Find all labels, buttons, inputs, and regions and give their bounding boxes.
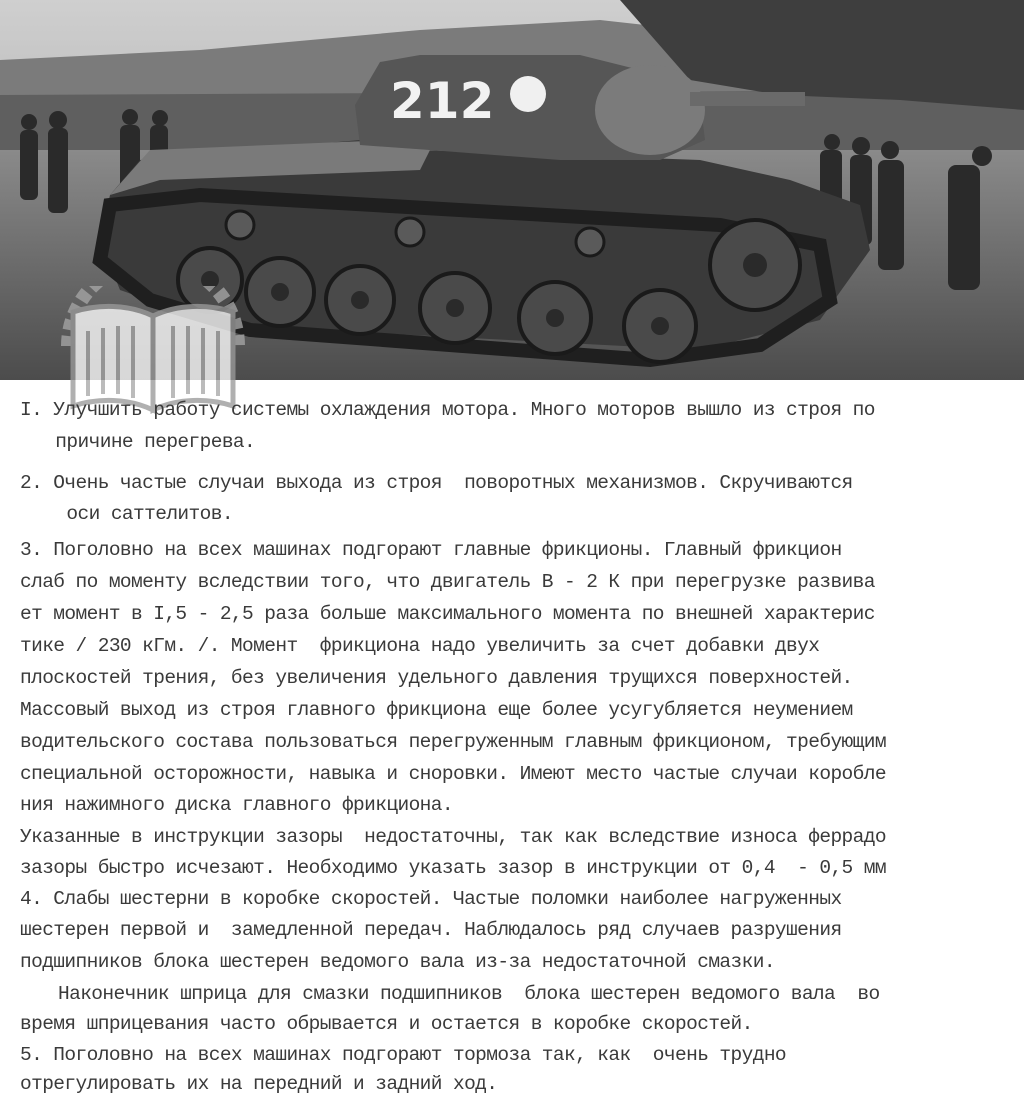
doc-line-8: тике / 230 кГм. /. Момент фрикциона надо увеличить за счет добавки двух xyxy=(20,635,820,657)
doc-line-21: 5. Поголовно на всех машинах подгорают тормоза так, как очень трудно xyxy=(20,1044,787,1066)
doc-line-1: I. Улучшить работу системы охлаждения мотора. Много моторов вышло из строя по xyxy=(20,399,875,421)
doc-line-18: подшипников блока шестерен ведомого вала из-за недостаточной смазки. xyxy=(20,951,775,973)
typewritten-document xyxy=(0,378,1024,1098)
doc-line-9: плоскостей трения, без увеличения удельного давления трущихся поверхностей. xyxy=(20,667,853,689)
tank-number: 212 xyxy=(390,72,495,130)
doc-line-17: шестерен первой и замедленной передач. Наблюдалось ряд случаев разрушения xyxy=(20,919,842,941)
doc-line-3: 2. Очень частые случаи выхода из строя поворотных механизмов. Скручиваются xyxy=(20,472,853,494)
doc-line-12: специальной осторожности, навыка и сноровки. Имеют место частые случаи коробле xyxy=(20,763,886,785)
doc-line-2: причине перегрева. xyxy=(22,431,256,453)
doc-line-15: зазоры быстро исчезают. Необходимо указать зазор в инструкции от 0,4 - 0,5 мм xyxy=(20,857,886,879)
doc-line-7: ет момент в I,5 - 2,5 раза больше максимального момента по внешней характерис xyxy=(20,603,875,625)
doc-line-11: водительского состава пользоваться перегруженным главным фрикционом, требующим xyxy=(20,731,886,753)
doc-line-13: ния нажимного диска главного фрикциона. xyxy=(20,794,453,816)
doc-line-16: 4. Слабы шестерни в коробке скоростей. Частые поломки наиболее нагруженных xyxy=(20,888,842,910)
doc-line-19: Наконечник шприца для смазки подшипников блока шестерен ведомого вала во xyxy=(58,983,880,1005)
doc-line-6: слаб по моменту вследствии того, что двигатель В - 2 К при перегрузке развива xyxy=(20,571,875,593)
doc-line-5: 3. Поголовно на всех машинах подгорают главные фрикционы. Главный фрикцион xyxy=(20,539,842,561)
doc-line-10: Массовый выход из строя главного фрикциона еще более усугубляется неумением xyxy=(20,699,853,721)
doc-line-4: оси саттелитов. xyxy=(22,503,233,525)
doc-line-22: отрегулировать их на передний и задний ход. xyxy=(20,1073,498,1095)
doc-line-20: время шприцевания часто обрывается и остается в коробке скоростей. xyxy=(20,1013,753,1035)
doc-line-14: Указанные в инструкции зазоры недостаточны, так как вследствие износа феррадо xyxy=(20,826,886,848)
